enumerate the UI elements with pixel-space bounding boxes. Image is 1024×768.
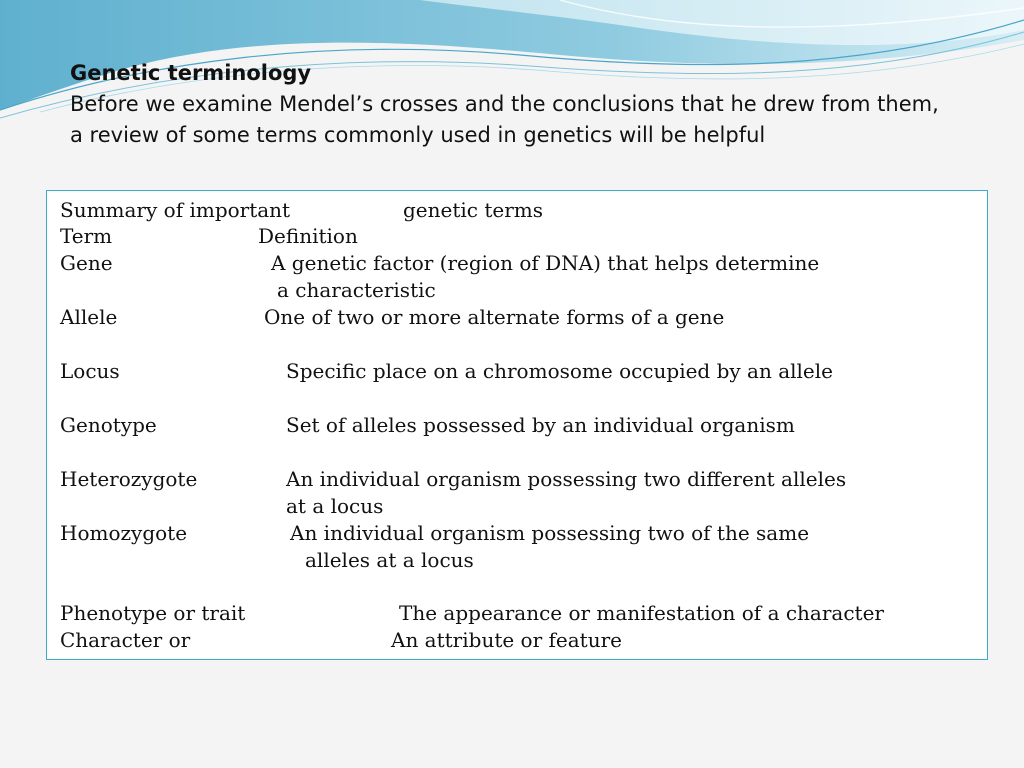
definition-homozygote-continuation: alleles at a locus [305,548,474,572]
term-homozygote: Homozygote [60,521,188,545]
term-locus: Locus [60,359,120,383]
term-genotype: Genotype [60,413,157,437]
slide-intro [70,58,940,151]
definition-character: An attribute or feature [391,628,622,652]
term-heterozygote: Heterozygote [60,467,198,491]
term-gene: Gene [60,251,113,275]
definition-locus: Specific place on a chromosome occupied by an allele [286,359,833,383]
definition-gene-continuation: a characteristic [277,278,436,302]
header-definition: Definition [258,224,358,248]
definition-allele: One of two or more alternate forms of a gene [264,305,725,329]
slide-title: Genetic terminology [70,61,312,85]
slide-intro-text: Before we examine Mendel’s crosses and the conclusions that he drew from them, a review of some terms commonly used in genetics will be helpful [70,92,939,147]
definition-gene: A genetic factor (region of DNA) that helps determine [271,251,820,275]
term-phenotype: Phenotype or trait [60,601,246,625]
header-term: Term [60,224,113,248]
genetic-terms-table [46,190,988,660]
term-allele: Allele [60,305,118,329]
table-caption: Summary of important [60,198,291,222]
definition-phenotype: The appearance or manifestation of a character [399,601,884,625]
definition-heterozygote: An individual organism possessing two different alleles [286,467,847,491]
table-caption-continued: genetic terms [403,198,544,222]
definition-heterozygote-continuation: at a locus [286,494,384,518]
definition-homozygote: An individual organism possessing two of the same [290,521,810,545]
term-character: Character or [60,628,191,652]
definition-genotype: Set of alleles possessed by an individual organism [286,413,795,437]
